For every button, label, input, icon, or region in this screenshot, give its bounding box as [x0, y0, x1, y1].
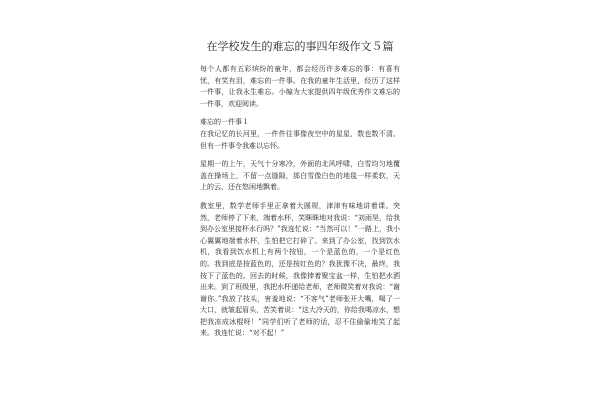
- body-paragraph: 教室里，数学老师手里正拿着大圆规，津津有味地讲着课。突然，老师停了下来，端着水杯，笑眯眯地对我说：“刘雨昊，给我到办公室里接杯水行吗？”我连忙说：“当然可以！”一路上，我小心翼翼地端着水杯，生怕把它打碎了。来到了办公室，找到饮水机，我看到饮水机上有两个按钮，一个是蓝色的，一个是红色的。我到底是按蓝色的，还是按红色的？我犹豫不决，最终，我按下了蓝色的。回去的时候，我像捧着聚宝盆一样，生怕把水洒出来。到了班级里，我把水杯递给老师，老师微笑着对我说：“谢谢你。”我放了技头，害羞地说：“不客气”老师张开大嘴，喝了一大口，就皱起眉头，苦笑着说：“这大冷天的，你给我喝凉水，想把我冻成冰棍呀！”同学们听了老师的话，忍不住偷偷地笑了起来。我连忙说：“对不起！”: [200, 201, 400, 338]
- section-heading: 难忘的一件事１: [200, 118, 249, 127]
- document-title: 在学校发生的难忘的事四年级作文５篇: [206, 40, 394, 53]
- body-paragraph: 星期一的上午，天气十分寒冷，外面的北风呼啸，白雪均匀地覆盖在操场上，不留一点缝隙，那白雪像白色的地毯一样柔软，天上的云，还在悠闲地飘着。: [200, 160, 400, 192]
- body-paragraph: 在我记忆的长河里，一件件往事像夜空中的星星，数也数不清。但有一件事令我难以忘怀。: [200, 129, 400, 150]
- intro-paragraph: 每个人都有五彩缤纷的童年，都会经历许多难忘的事：有喜有忧，有笑有泪，难忘的一件事。在我的童年生活里，经历了这样一件事，让我永生难忘。小编为大家提供四年级优秀作文难忘的一件事，欢迎阅读。: [200, 65, 400, 108]
- document-body: [200, 64, 400, 347]
